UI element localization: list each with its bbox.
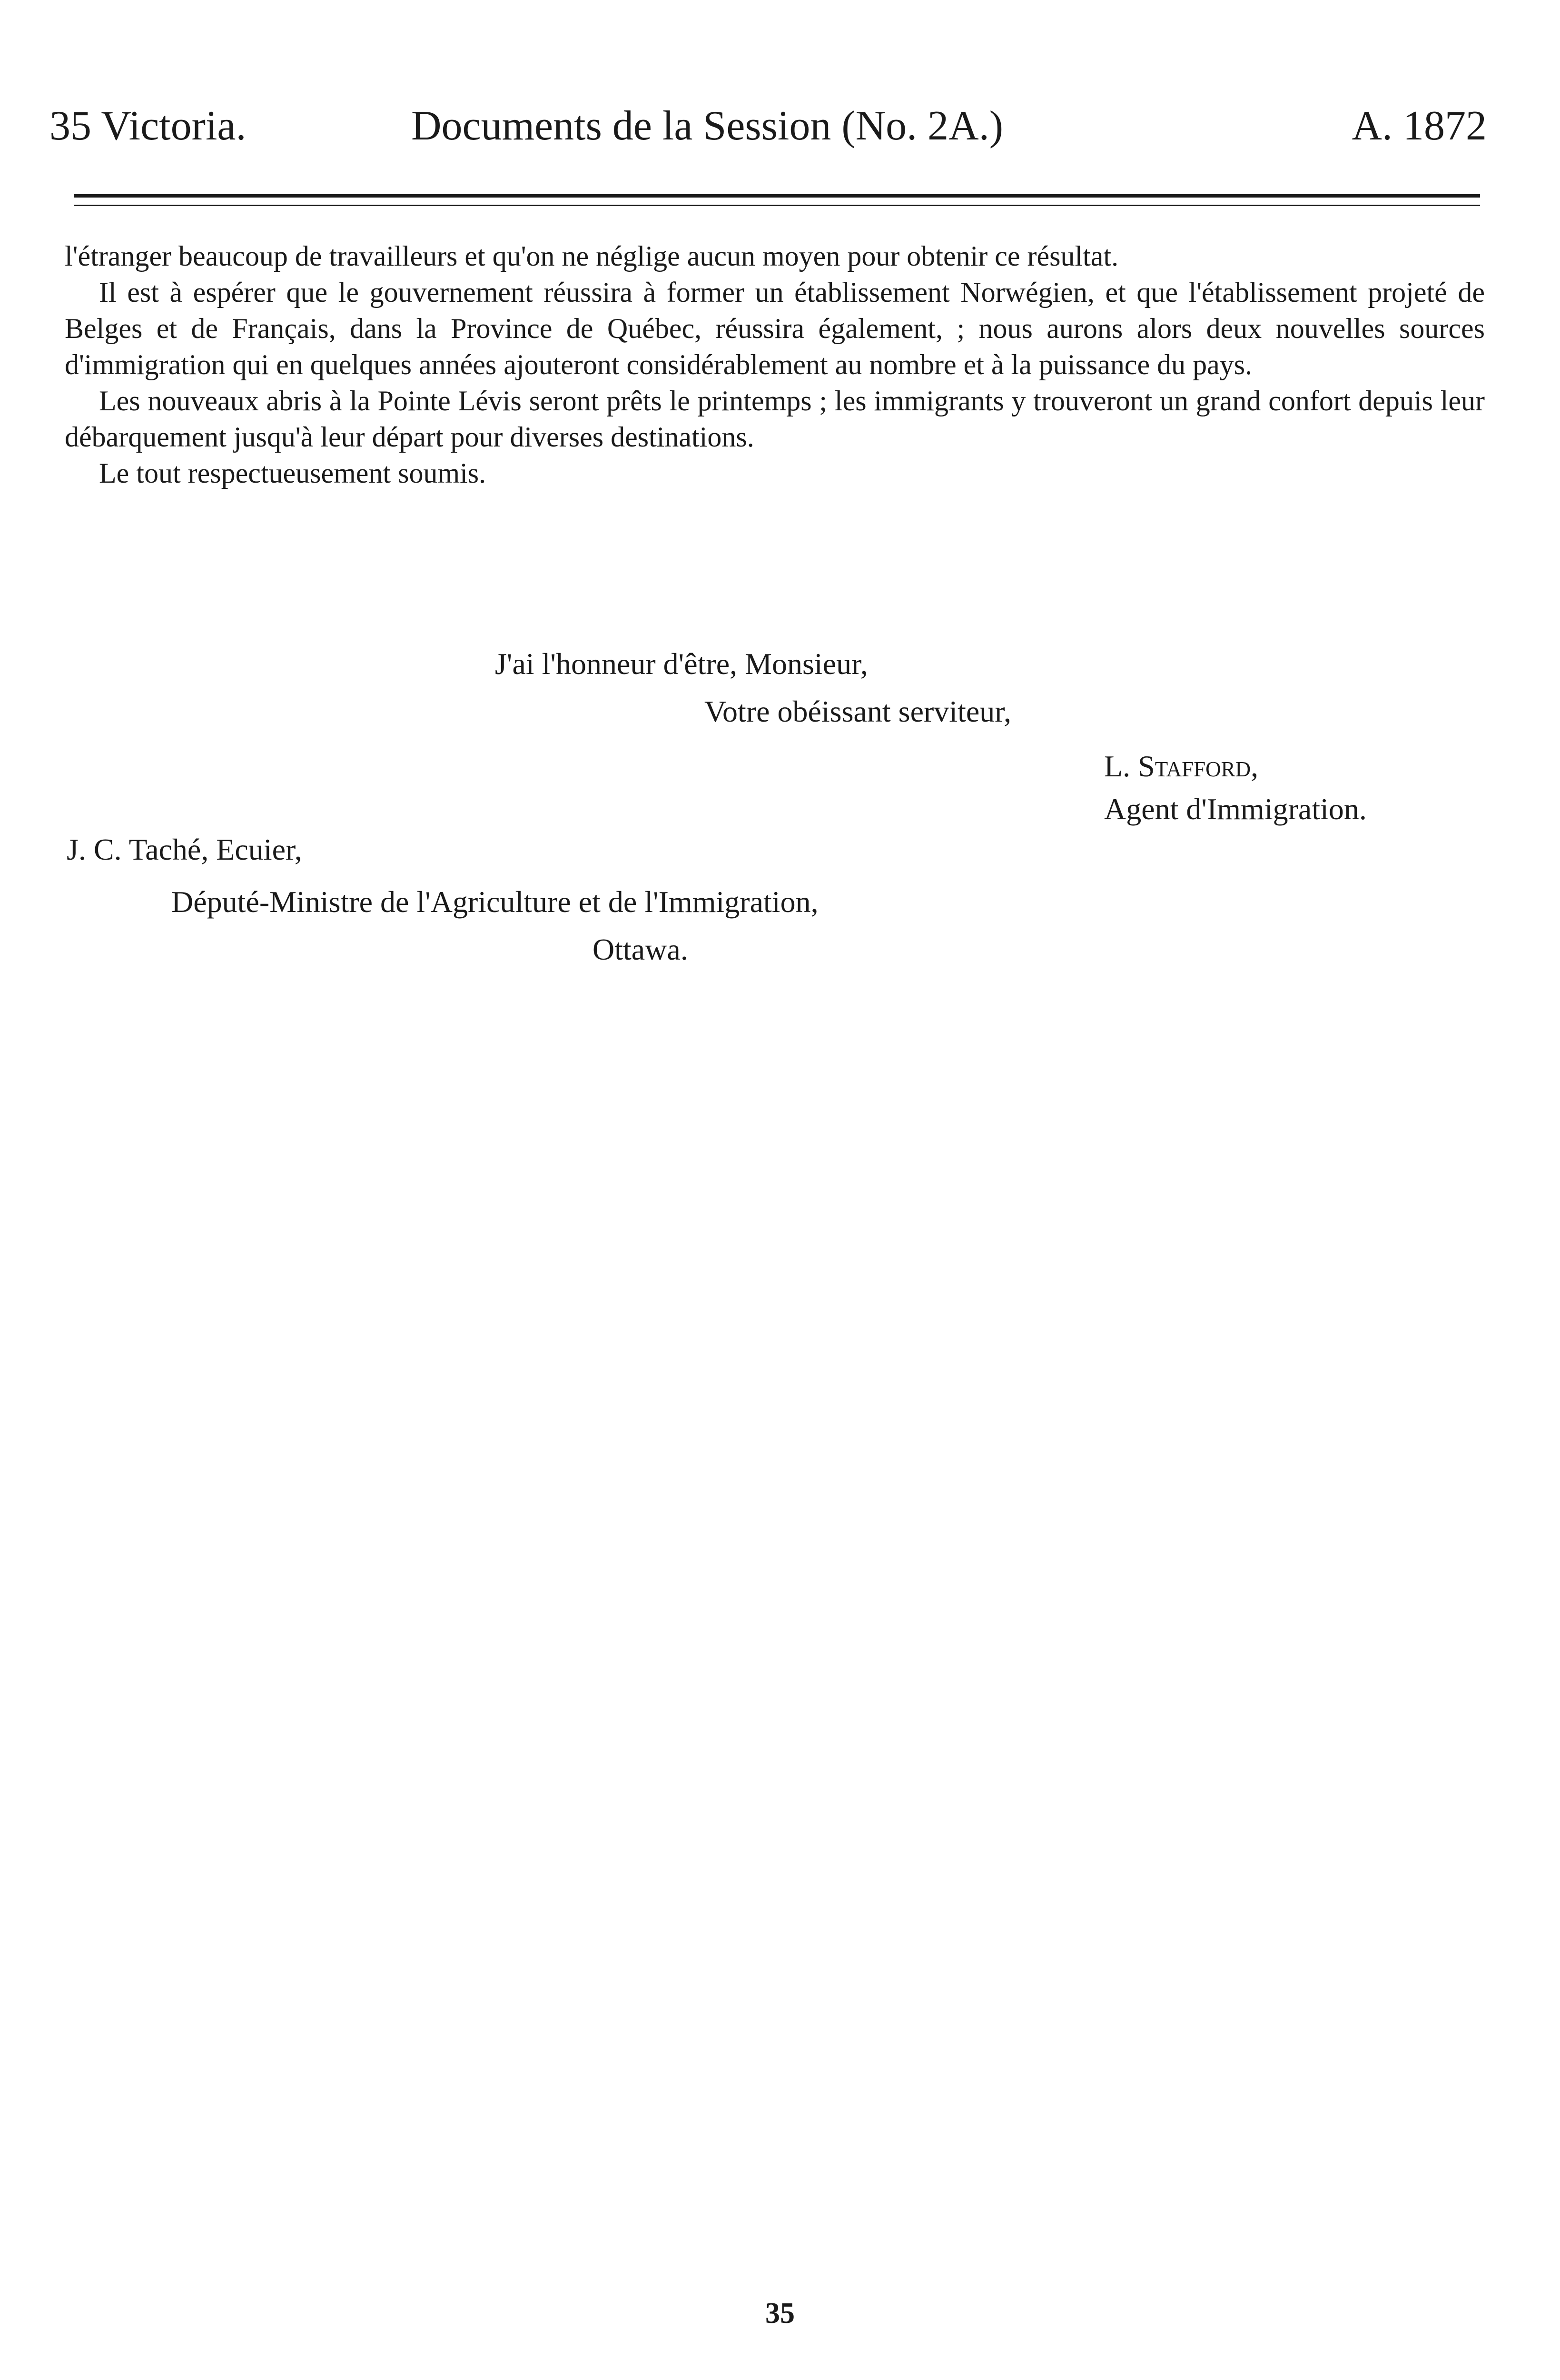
header-year: A. 1872 bbox=[1352, 103, 1487, 149]
paragraph-continuation: l'étranger beaucoup de travailleurs et qu'on ne néglige aucun moyen pour obtenir ce résultat. bbox=[65, 240, 1119, 272]
addressee-title: Député-Ministre de l'Agriculture et de l'Immigration, bbox=[171, 885, 819, 919]
closing-servant: Votre obéissant serviteur, bbox=[704, 694, 1011, 728]
signature-title: Agent d'Immigration. bbox=[1104, 792, 1367, 826]
header-rule-thick bbox=[74, 194, 1480, 198]
signature-name: L. Stafford, bbox=[1104, 749, 1259, 783]
closing-salutation: J'ai l'honneur d'être, Monsieur, bbox=[495, 647, 868, 681]
paragraph: Il est à espérer que le gouvernement réussira à former un établissement Norwégien, et que l'établissement projeté de Belges et de Français, dans la Province de Québec, réussira également, ; nous aurons alors deux nouvelles sources d'immigration qui en quelques années ajouteront considérablement au nombre et à la puissance du pays. bbox=[65, 277, 1485, 380]
paragraph: Le tout respectueusement soumis. bbox=[99, 457, 486, 489]
page-number: 35 bbox=[765, 2297, 795, 2330]
addressee-name: J. C. Taché, Ecuier, bbox=[67, 833, 302, 866]
header-rule-thin bbox=[74, 205, 1480, 206]
running-header bbox=[49, 95, 1487, 157]
letter-body bbox=[65, 238, 1485, 491]
header-title: Documents de la Session (No. 2A.) bbox=[411, 103, 1004, 149]
header-volume: 35 Victoria. bbox=[49, 103, 247, 149]
addressee-place: Ottawa. bbox=[592, 932, 688, 966]
paragraph: Les nouveaux abris à la Pointe Lévis seront prêts le printemps ; les immigrants y trouveront un grand confort depuis leur débarquement jusqu'à leur départ pour diverses destinations. bbox=[65, 385, 1485, 453]
